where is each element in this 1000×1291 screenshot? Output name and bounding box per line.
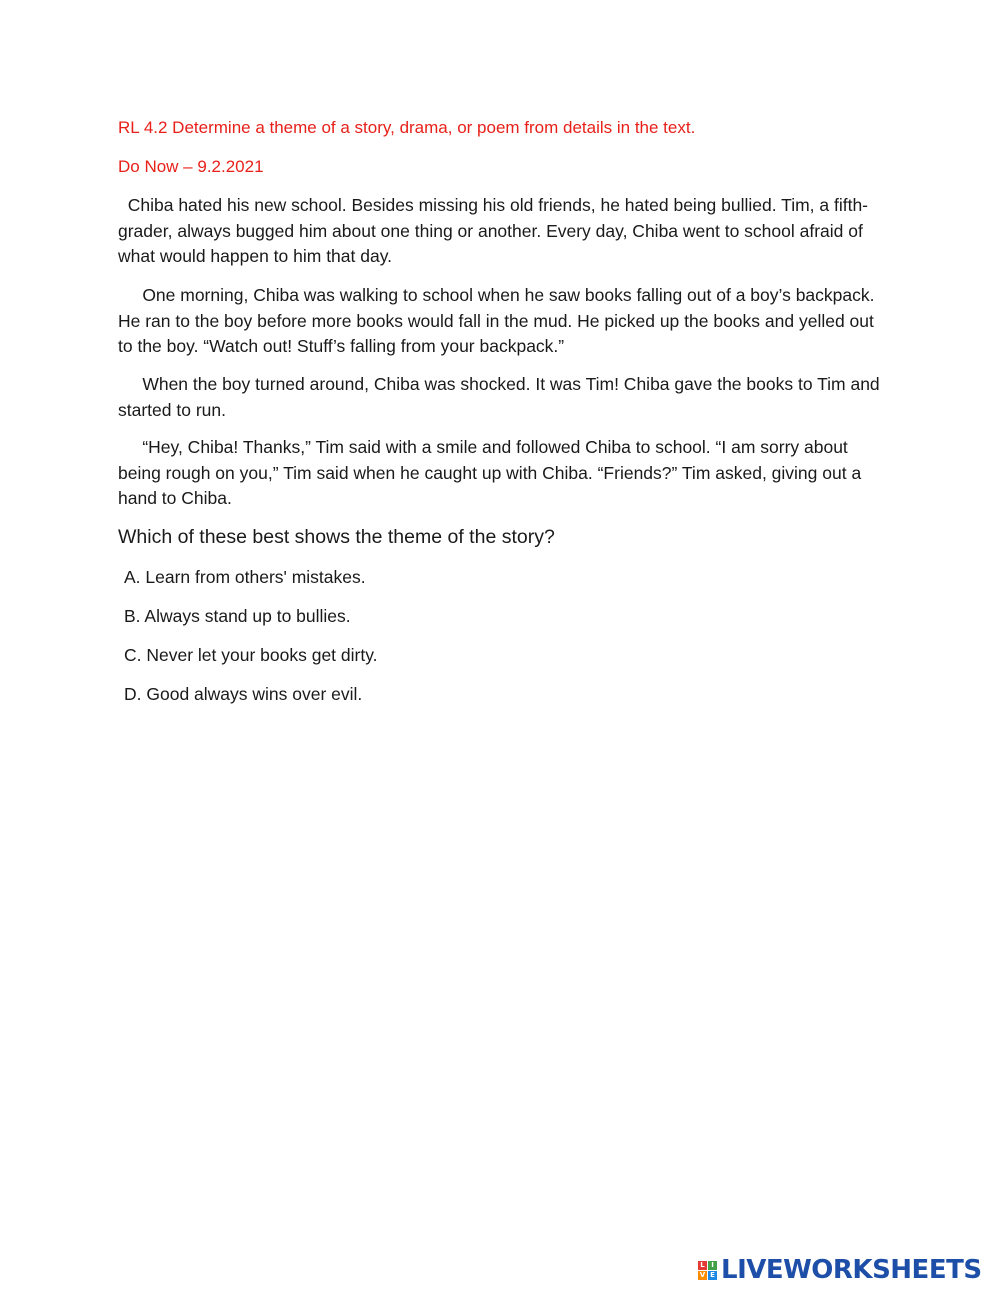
learning-standard: RL 4.2 Determine a theme of a story, drama, or poem from details in the text. [118, 118, 696, 137]
brand-wordmark: LIVEWORKSHEETS [721, 1255, 982, 1285]
story-paragraph-1: Chiba hated his new school. Besides missing his old friends, he hated being bullied. Tim, a fifth-grader, always bugged him about one thing or another. Every day, Chiba went to school afraid of what would happen to him that day. [118, 195, 869, 266]
logo-letter-e: E [708, 1271, 717, 1280]
answer-option-b[interactable]: B. Always stand up to bullies. [124, 606, 351, 626]
story-paragraph-4: “Hey, Chiba! Thanks,” Tim said with a smile and followed Chiba to school. “I am sorry about being rough on you,” Tim said when he caught up with Chiba. “Friends?” Tim asked, giving out a hand to Chiba. [118, 437, 867, 508]
logo-letter-l: L [698, 1261, 707, 1270]
logo-letter-v: V [699, 1270, 706, 1279]
question-prompt: Which of these best shows the theme of the story? [118, 526, 555, 548]
answer-option-c[interactable]: C. Never let your books get dirty. [124, 645, 378, 665]
answer-option-a[interactable]: A. Learn from others' mistakes. [124, 567, 366, 587]
answer-option-d[interactable]: D. Good always wins over evil. [124, 684, 363, 704]
liveworksheets-logo-icon [698, 1261, 717, 1280]
logo-letter-i: I [708, 1261, 717, 1270]
liveworksheets-brand [698, 1256, 982, 1284]
do-now-date: Do Now – 9.2.2021 [118, 157, 264, 176]
story-paragraph-3: When the boy turned around, Chiba was shocked. It was Tim! Chiba gave the books to Tim and started to run. [118, 374, 885, 420]
story-paragraph-2: One morning, Chiba was walking to school when he saw books falling out of a boy’s backpack. He ran to the boy before more books would fall in the mud. He picked up the books and yelled out to the boy. “Watch out! Stuff’s falling from your backpack.” [118, 285, 880, 356]
